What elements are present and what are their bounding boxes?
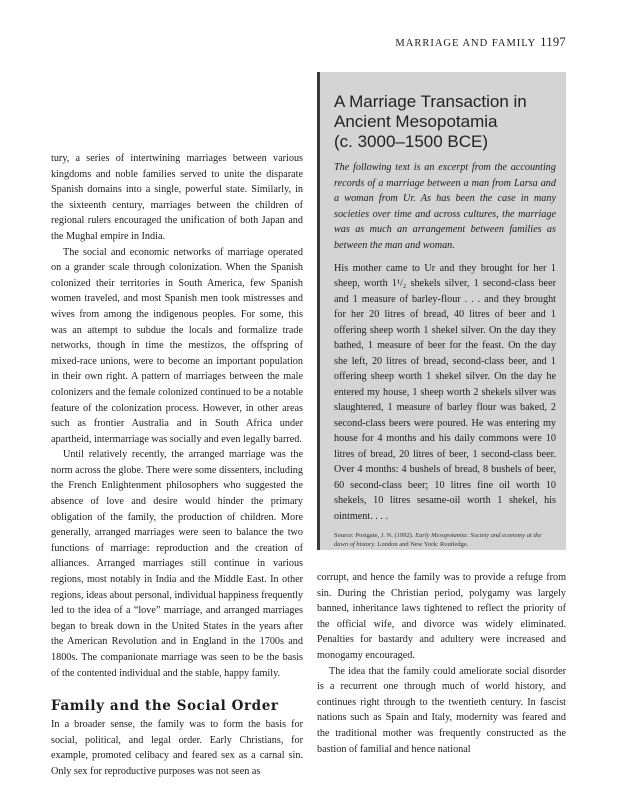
right-column [317, 570, 566, 757]
running-head [395, 35, 566, 50]
running-title: MARRIAGE AND FAMILY [395, 38, 537, 49]
page-number: 1197 [540, 35, 566, 49]
paragraph: tury, a series of intertwining marriages between various kingdoms and noble families served to unite the disparate Spanish domains into a single, powerful state. Similarly, in the sixteenth century, marriages between the children of regional rulers encouraged the unification of both Japan and the Mughal empire in India. [51, 153, 303, 242]
sidebar-title-line: (c. 3000–1500 BCE) [334, 132, 489, 151]
source-title: Early Mesopotamia: Society and economy at the dawn of history. [334, 532, 542, 549]
paragraph: In a broader sense, the family was to form the basis for social, political, and legal order. Early Christians, for example, promoted celibacy and feared sex as a carnal sin. Only sex for reproductive purposes was not seen as [51, 719, 303, 777]
paragraph: corrupt, and hence the family was to provide a refuge from sin. During the Christian period, polygamy was largely banned, inheritance laws tightened to reflect the priority of the official wife, and divorce was widely eliminated. Penalties for bastardy and adultery were increased and monogamy encouraged. [317, 572, 566, 661]
sidebar-title-line: Ancient Mesopotamia [334, 112, 498, 131]
sidebar-excerpt: His mother came to Ur and they brought for her 1 sheep, worth 1¹/₂ shekels silver, 1 second-class beer and 1 measure of barley-flour . . . and they brought for her 20 litres of bread, 40 litres of beer and 1 offering sheep worth 1 shekel silver. On the day they bathed, 1 measure of beer for the feast. On the day she left, 20 litres of bread, second-class beer, and 1 offering sheep worth 1 shekel silver. On the day he entered my house, 1 sheep worth 2 shekels silver was slaughtered, 1 measure of barley flour was baked, 2 second-class beers were poured. He was entering my house for 4 months and his daily commons were 10 litres of bread, 20 litres of beer, 1 second-class beer. Over 4 months: 4 bushels of bread, 8 bushels of beer, 60 second-class beer; 10 litres fine oil worth 10 shekels, 10 litres sesame-oil worth 1 shekel, his ointment. . . . [334, 262, 556, 522]
source-prefix: Source: Postgate, J. N. (1992). [334, 532, 416, 540]
paragraph: The idea that the family could ameliorate social disorder is a recurrent one through much of world history, and continues right through to the twentieth century. In fascist nations such as Spain and Italy, modernity was feared and the traditional mother was frequently constructed as the bastion of familial and hence national [317, 665, 566, 755]
left-column [51, 151, 303, 780]
sidebar-title [334, 92, 556, 152]
sidebar-intro: The following text is an excerpt from the accounting records of a marriage between a man from Larsa and a woman from Ur. As has been the case in many societies over time and across cultures, the marriage was as much an arrangement between families as between the man and woman. [334, 162, 556, 251]
section-heading: Family and the Social Order [51, 698, 279, 715]
paragraph: Until relatively recently, the arranged marriage was the norm across the globe. There were some dissenters, including the French Enlightenment philosophers who suggested the absence of love and desire would hinder the primary obligation of the family, the production of children. More generally, arranged marriages were seen to balance the two functions of marriage: reproduction and the creation of alliances. Arranged marriages still continue in various regions, most notably in India and the Middle East. In other regions, ideas about personal, individual happiness frequently led to the idea of a “love” marriage, and arranged marriages began to break down in the United States in the years after the American Revolution and in England in the 1700s and 1800s. The companionate marriage was seen to be the basis of the contented individual and the stable, happy family. [51, 449, 303, 679]
sidebar-box [317, 72, 566, 550]
sidebar-source [334, 531, 556, 549]
paragraph: The social and economic networks of marriage operated on a grander scale through colonization. When the Spanish colonized their territories in South America, few Spanish women traveled, and most Spanish men took mistresses and wives from among the indigenous peoples. For some, this was an attempt to subdue the locals and formalize trade networks, though in time the mestizos, the offspring of mixed-race unions, were to become an important population in their own right. A pattern of marriages between the male colonizers and the female colonized continued to be a notable feature of the colonization process. However, in other areas such as frontier Australia and in South Africa under apartheid, intermarriage was socially and even legally barred. [51, 246, 303, 445]
sidebar-title-line: A Marriage Transaction in [334, 92, 527, 111]
source-suffix: London and New York: Routledge. [375, 541, 469, 549]
